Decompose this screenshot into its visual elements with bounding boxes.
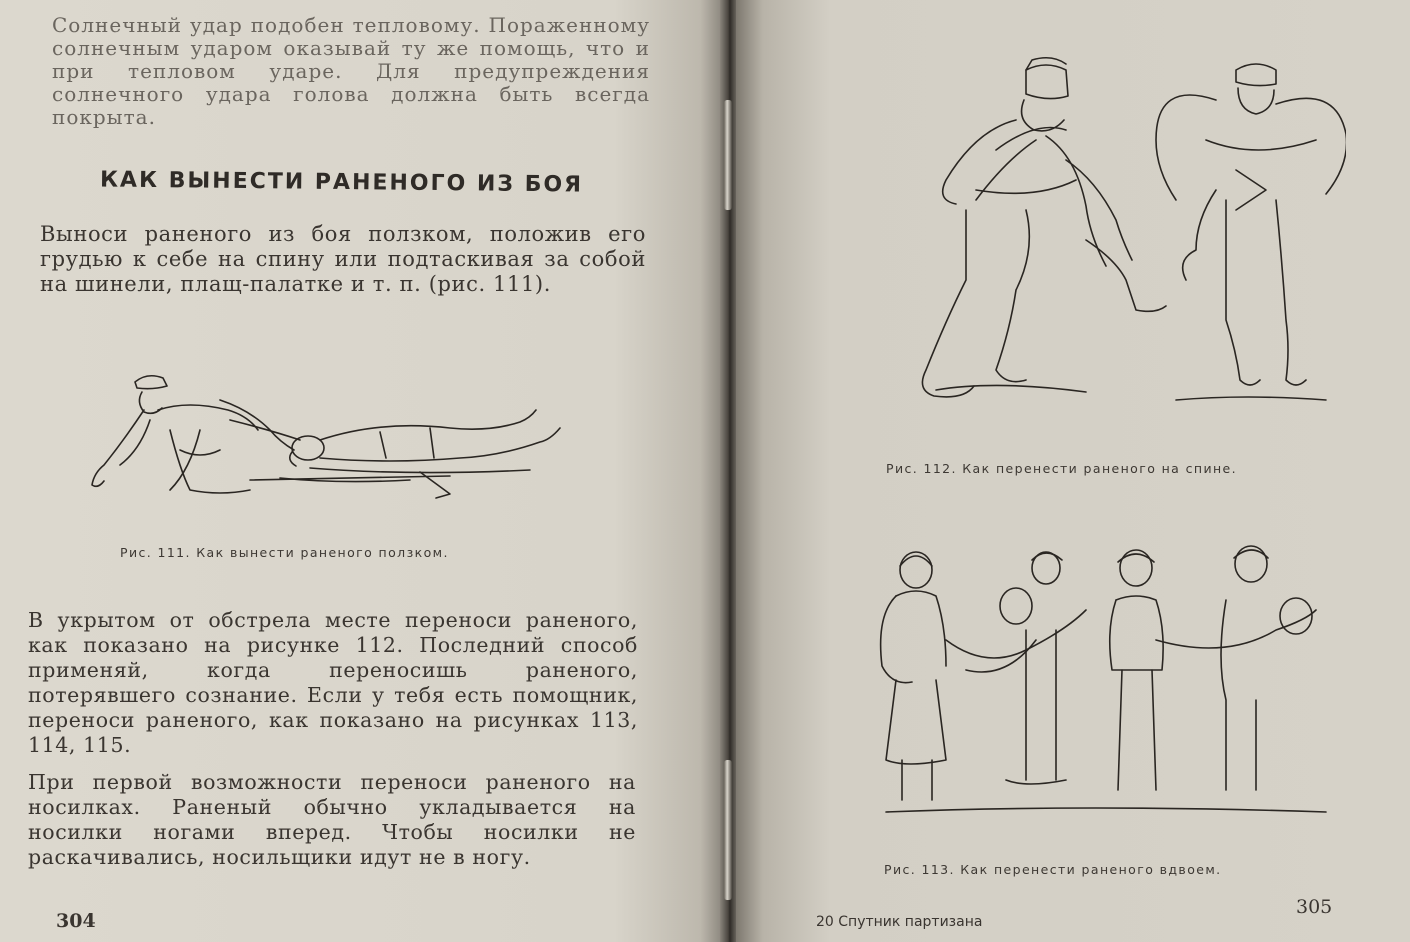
figure-113-caption: Рис. 113. Как перенести раненого вдвоем. bbox=[884, 862, 1222, 877]
figure-113-illustration bbox=[866, 540, 1336, 830]
footer-signature: 20 Спутник партизана bbox=[816, 914, 983, 930]
paragraph-2: В укрытом от обстрела месте переноси раненого, как показано на рисунке 112. Последний способ применяй, когда переносишь раненого, потерявшего сознание. Если у тебя есть помощник, переноси раненого, как показано на рисунках 113, 114, 115. bbox=[28, 608, 638, 757]
section-heading: КАК ВЫНЕСТИ РАНЕНОГО ИЗ БОЯ bbox=[99, 167, 584, 198]
staple-top bbox=[724, 100, 732, 210]
paragraph-3: При первой возможности переноси раненого на носилках. Раненый обычно укладывается на носилки ногами вперед. Чтобы носилки не раскачивались, носильщики идут не в ногу. bbox=[28, 770, 636, 869]
figure-111-caption: Рис. 111. Как вынести раненого ползком. bbox=[120, 545, 449, 560]
paragraph-1: Выноси раненого из боя ползком, положив его грудью к себе на спину или подтаскивая за собой на шинели, плащ-палатке и т. п. (рис. 111). bbox=[40, 222, 646, 296]
figure-112-illustration bbox=[876, 40, 1346, 430]
page-number-right: 305 bbox=[1296, 896, 1333, 918]
intro-paragraph: Солнечный удар подобен тепловому. Пораженному солнечным ударом оказывай ту же помощь, что и при тепловом ударе. Для предупреждения солнечного удара голова должна быть всегда покрыта. bbox=[52, 13, 650, 129]
staple-bottom bbox=[724, 760, 732, 900]
figure-111-illustration bbox=[80, 360, 580, 520]
right-page bbox=[736, 0, 1410, 942]
page-number-left: 304 bbox=[56, 910, 96, 932]
figure-112-caption: Рис. 112. Как перенести раненого на спине. bbox=[886, 461, 1238, 476]
